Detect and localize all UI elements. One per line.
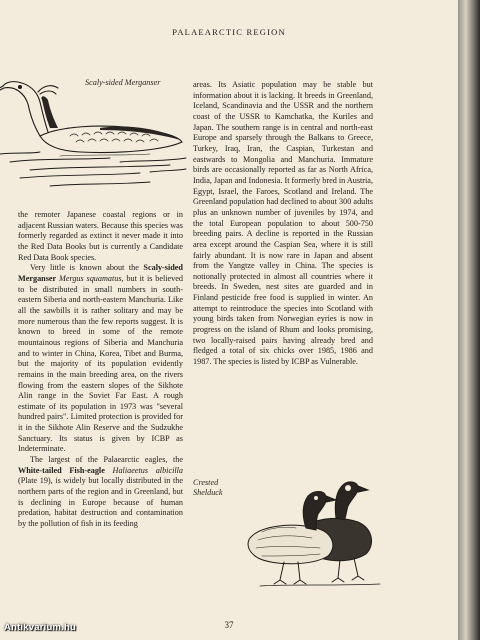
left-column <box>18 210 183 530</box>
right-paragraph-1: areas. Its Asiatic population may be stable but information about it is lacking. It breeds in Greenland, Iceland, Scandinavia and the USSR and the northern coast of the USSR to Kamchatka, the Kuriles and Japan. The southern range is in central and north-east Europe and sparsely through the Balkans to Greece, Turkey, Iraq, Iran, the Caspian, Turkestan and eastwards to Mongolia and Manchuria. Immature birds are occasionally reported as far as North Africa, India, Japan and Indonesia. It formerly bred in Austria, Egypt, Israel, the Faroes, Scotland and Ireland. The Greenland population had declined to about 300 adults plus an unknown number of juveniles by 1974, and the total European population to about 500-750 breeding pairs. A decline is reported in the Russian area except around the Caspian Sea, where it is still fairly abundant. It is now rare in Japan and absent from the Yangtze valley in China. The species is notionally protected in almost all countries where it breeds. In Sweden, nest sites are guarded and in Finland pesticide free food is supplied in winter. An attempt to reintroduce the species into Scotland with young birds taken from Norwegian eyries is now in progress on the island of Rhum and looks promising, two locally-raised pairs having already bred and fledged a total of six chicks over 1985, 1986 and 1987. The species is listed by ICBP as Vulnerable. <box>193 80 373 367</box>
scientific-name-fish-eagle: Haliaeetus albicilla <box>104 465 184 475</box>
scientific-name-merganser: Mergus squamatus <box>56 273 122 283</box>
left-paragraph-3: The largest of the Palaearctic eagles, the White-tailed Fish-eagle Haliaeetus albicilla (Plate 19), is widely but locally distributed in the northern parts of the region and in Greenland, but is declining in Europe because of human predation, habitat destruction and contamination by the pollution of fish in its feeding <box>18 455 184 529</box>
merganser-caption: Scaly-sided Merganser <box>85 78 161 87</box>
species-name-fish-eagle: White-tailed Fish-eagle <box>18 465 105 475</box>
merganser-illustration <box>0 70 190 200</box>
watermark: Antikvarium.hu <box>4 622 76 633</box>
page-number: 37 <box>224 620 234 630</box>
left-paragraph-1: the remoter Japanese coastal regions or in adjacent Russian waters. Because this species was formerly regarded as extinct it never made it into the Red Data Books but is currently a Candidate Red Data Book species. <box>18 210 183 262</box>
right-column <box>193 80 373 368</box>
left-paragraph-2: Very little is known about the Scaly-sided Merganser Mergus squamatus, but it is believed to be distributed in small numbers in south-eastern Siberia and north-eastern Manchuria. Like all the sawbills it is rather solitary and may be more numerous than the few reports suggest. It is known to breed in some of the remote mountainous regions of Siberia and Manchuria and to winter in China, Korea, Tibet and Burma, but the majority of its population evidently remains in the main breeding area, on the rivers flowing from the eastern slopes of the Sikhote Alin range in the Soviet Far East. A rough estimate of its population in 1973 was "several hundred pairs". Limited protection is provided for it in the Sikhote Alin Reserve and the Sudzukhe Sanctuary. Its status is given by ICBP as Indeterminate. <box>18 263 183 454</box>
shelduck-illustration <box>240 468 400 588</box>
running-header: PALAEARCTIC REGION <box>172 27 286 37</box>
species-name-merganser: Scaly-sided Merganser <box>18 263 183 283</box>
shelduck-caption: Crested Shelduck <box>193 478 223 497</box>
book-page-edge <box>458 0 480 640</box>
